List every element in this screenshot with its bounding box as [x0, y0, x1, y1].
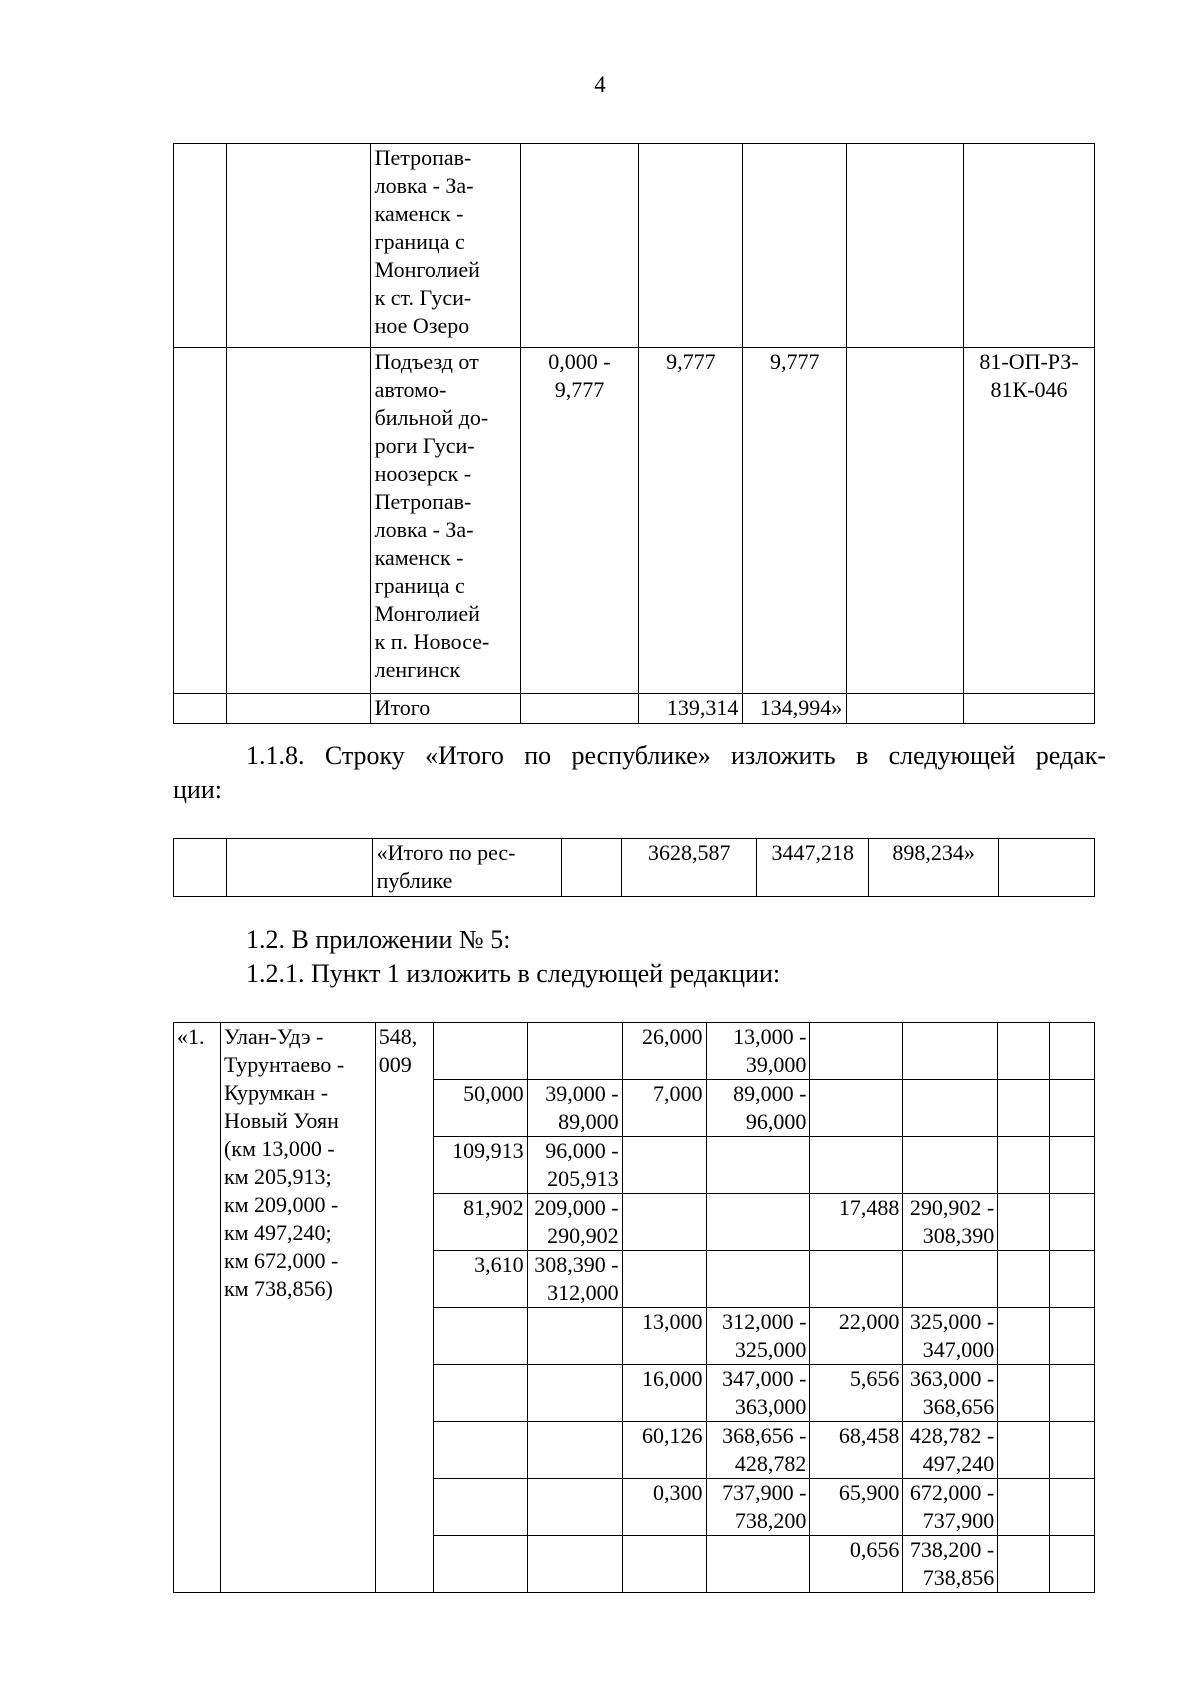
table-row [174, 839, 1095, 897]
paragraph-1-2: 1.2. В приложении № 5: [246, 925, 511, 954]
value-cell [433, 1422, 527, 1479]
total-label: «Итого по рес- публике [372, 839, 562, 897]
value-cell [433, 1023, 527, 1080]
republic-total-table [173, 838, 1095, 897]
value-cell: 7,000 [622, 1080, 706, 1137]
table-row [174, 1023, 1095, 1080]
range-cell [903, 1251, 998, 1308]
roads-table-continuation [173, 143, 1095, 724]
range-cell: 737,900 - 738,200 [706, 1479, 810, 1536]
range-cell [706, 1194, 810, 1251]
value-cell: 109,913 [433, 1137, 527, 1194]
range-cell [527, 1023, 622, 1080]
range-cell [527, 1479, 622, 1536]
value-cell: 60,126 [622, 1422, 706, 1479]
appendix-5-item-1-table [173, 1022, 1095, 1593]
range-cell: 39,000 - 89,000 [527, 1080, 622, 1137]
range-cell: 738,200 - 738,856 [903, 1536, 998, 1593]
road-name-cell: Улан-Удэ - Турунтаево - Курумкан - Новый Уоян (км 13,000 - км 205,913; км 209,000 - км 497,240; км 672,000 - км 738,856) [220, 1023, 375, 1593]
range-cell: 209,000 - 290,902 [527, 1194, 622, 1251]
value-cell: 0,300 [622, 1479, 706, 1536]
range-cell [903, 1080, 998, 1137]
range-cell [706, 1137, 810, 1194]
table-row [174, 348, 1095, 694]
value-cell: 22,000 [810, 1308, 903, 1365]
value-cell: 50,000 [433, 1080, 527, 1137]
range-cell [527, 1422, 622, 1479]
value-cell: 65,900 [810, 1479, 903, 1536]
range-cell [527, 1365, 622, 1422]
value-cell [622, 1194, 706, 1251]
total-length: 134,994» [743, 694, 847, 724]
range-cell: 96,000 - 205,913 [527, 1137, 622, 1194]
range-cell: 428,782 - 497,240 [903, 1422, 998, 1479]
value-cell: 81,902 [433, 1194, 527, 1251]
value-cell [810, 1080, 903, 1137]
range-cell: 347,000 - 363,000 [706, 1365, 810, 1422]
km-range-cell: 0,000 - 9,777 [520, 348, 639, 694]
road-name-cell: Подъезд от автомо- бильной до- роги Гуси- ноозерск - Петропав- ловка - За- каменск - граница с Монголией к п. Новосе- ленгинск [370, 348, 520, 694]
value-cell [433, 1308, 527, 1365]
paragraph-1-1-8: 1.1.8. Строку «Итого по республике» изложить в следующей редак- [246, 741, 1106, 770]
value-cell: 13,000 [622, 1308, 706, 1365]
range-cell [706, 1536, 810, 1593]
value-cell: 26,000 [622, 1023, 706, 1080]
range-cell: 312,000 - 325,000 [706, 1308, 810, 1365]
value-cell: 5,656 [810, 1365, 903, 1422]
length-cell: 9,777 [639, 348, 743, 694]
range-cell [527, 1536, 622, 1593]
paragraph-1-1-8-cont: ции: [173, 775, 222, 804]
value-cell: 0,656 [810, 1536, 903, 1593]
total-value: 3447,218 [757, 839, 869, 897]
value-cell: 3,610 [433, 1251, 527, 1308]
value-cell [810, 1251, 903, 1308]
value-cell [810, 1023, 903, 1080]
range-cell [706, 1251, 810, 1308]
total-length: 139,314 [639, 694, 743, 724]
range-cell: 368,656 - 428,782 [706, 1422, 810, 1479]
value-cell [810, 1137, 903, 1194]
value-cell: 16,000 [622, 1365, 706, 1422]
table-row [174, 144, 1095, 348]
range-cell: 363,000 - 368,656 [903, 1365, 998, 1422]
range-cell: 89,000 - 96,000 [706, 1080, 810, 1137]
length-cell: 9,777 [743, 348, 847, 694]
road-name-cell: Петропав- ловка - За- каменск - граница с Монголией к ст. Гуси- ное Озеро [370, 144, 520, 348]
value-cell [622, 1536, 706, 1593]
range-cell: 13,000 - 39,000 [706, 1023, 810, 1080]
value-cell [433, 1479, 527, 1536]
road-id-cell: 81-ОП-РЗ- 81К-046 [964, 348, 1095, 694]
range-cell: 325,000 - 347,000 [903, 1308, 998, 1365]
paragraph-1-2-1: 1.2.1. Пункт 1 изложить в следующей редакции: [246, 959, 781, 988]
item-number-cell: «1. [174, 1023, 221, 1593]
range-cell [527, 1308, 622, 1365]
total-label: Итого [370, 694, 520, 724]
range-cell: 290,902 - 308,390 [903, 1194, 998, 1251]
range-cell: 308,390 - 312,000 [527, 1251, 622, 1308]
value-cell: 68,458 [810, 1422, 903, 1479]
table-row [174, 694, 1095, 724]
page-number: 4 [594, 72, 606, 97]
value-cell [433, 1536, 527, 1593]
range-cell [903, 1137, 998, 1194]
value-cell [622, 1137, 706, 1194]
total-value: 898,234» [869, 839, 999, 897]
value-cell [622, 1251, 706, 1308]
value-cell: 17,488 [810, 1194, 903, 1251]
value-cell [433, 1365, 527, 1422]
range-cell: 672,000 - 737,900 [903, 1479, 998, 1536]
total-value: 3628,587 [622, 839, 757, 897]
range-cell [903, 1023, 998, 1080]
length-cell: 548, 009 [375, 1023, 433, 1593]
